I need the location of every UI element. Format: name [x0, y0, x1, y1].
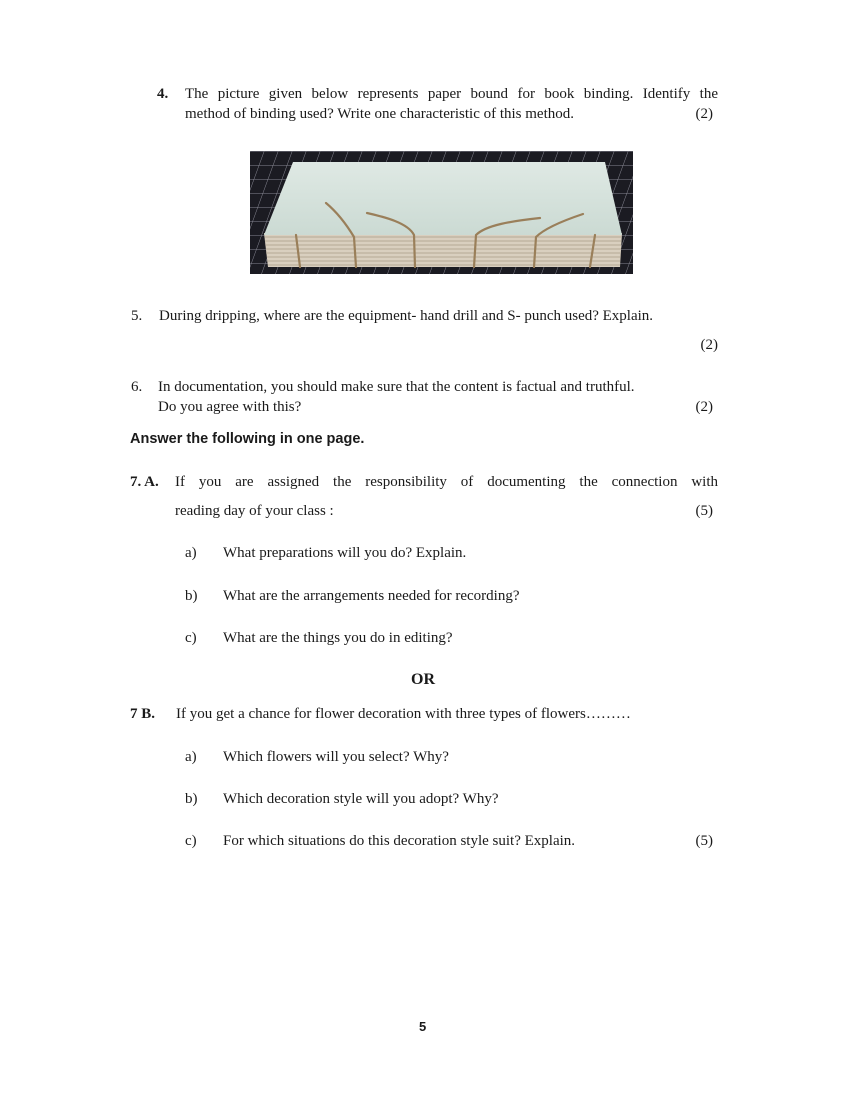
- q4-number: 4.: [157, 86, 169, 102]
- q7b-part-a-label: a): [185, 749, 197, 765]
- q7b-marks: (5): [695, 833, 713, 849]
- q6-number: 6.: [131, 379, 143, 395]
- q7b-part-c-text: For which situations do this decoration style suit? Explain.: [223, 833, 576, 849]
- q7a-line1: If you are assigned the responsibility of documenting the connection with: [175, 474, 718, 490]
- q4-line1: The picture given below represents paper bound for book binding. Identify the: [185, 86, 718, 102]
- q7b-part-b-label: b): [185, 791, 198, 807]
- q7a-part-a-label: a): [185, 545, 197, 561]
- section-heading: Answer the following in one page.: [130, 431, 365, 447]
- q7a-part-c-text: What are the things you do in editing?: [223, 630, 453, 646]
- q7b-part-b-text: Which decoration style will you adopt? Why?: [223, 791, 499, 807]
- or-divider: OR: [411, 671, 435, 688]
- q7b-number: 7 B.: [130, 706, 156, 722]
- q6-line2: Do you agree with this?: [158, 399, 302, 415]
- q5-text: During dripping, where are the equipment- hand drill and S- punch used? Explain.: [159, 308, 654, 324]
- q7a-marks: (5): [695, 503, 713, 519]
- q6-line1: In documentation, you should make sure that the content is factual and truthful.: [158, 379, 635, 395]
- q7b-text: If you get a chance for flower decoration with three types of flowers………: [176, 706, 631, 722]
- q7a-line2: reading day of your class :: [175, 503, 334, 519]
- q7a-part-c-label: c): [185, 630, 197, 646]
- q7a-part-a-text: What preparations will you do? Explain.: [223, 545, 467, 561]
- page-number: 5: [419, 1019, 427, 1034]
- q7a-part-b-text: What are the arrangements needed for recording?: [223, 588, 520, 604]
- q4-marks: (2): [695, 106, 713, 122]
- q4-line2: method of binding used? Write one characteristic of this method.: [185, 106, 575, 122]
- q7b-part-c-label: c): [185, 833, 197, 849]
- q5-marks: (2): [700, 337, 718, 353]
- q7a-number: 7. A.: [130, 474, 159, 490]
- book-binding-photo: [250, 151, 633, 274]
- q7b-part-a-text: Which flowers will you select? Why?: [223, 749, 449, 765]
- q7a-part-b-label: b): [185, 588, 198, 604]
- q5-number: 5.: [131, 308, 143, 324]
- q6-marks: (2): [695, 399, 713, 415]
